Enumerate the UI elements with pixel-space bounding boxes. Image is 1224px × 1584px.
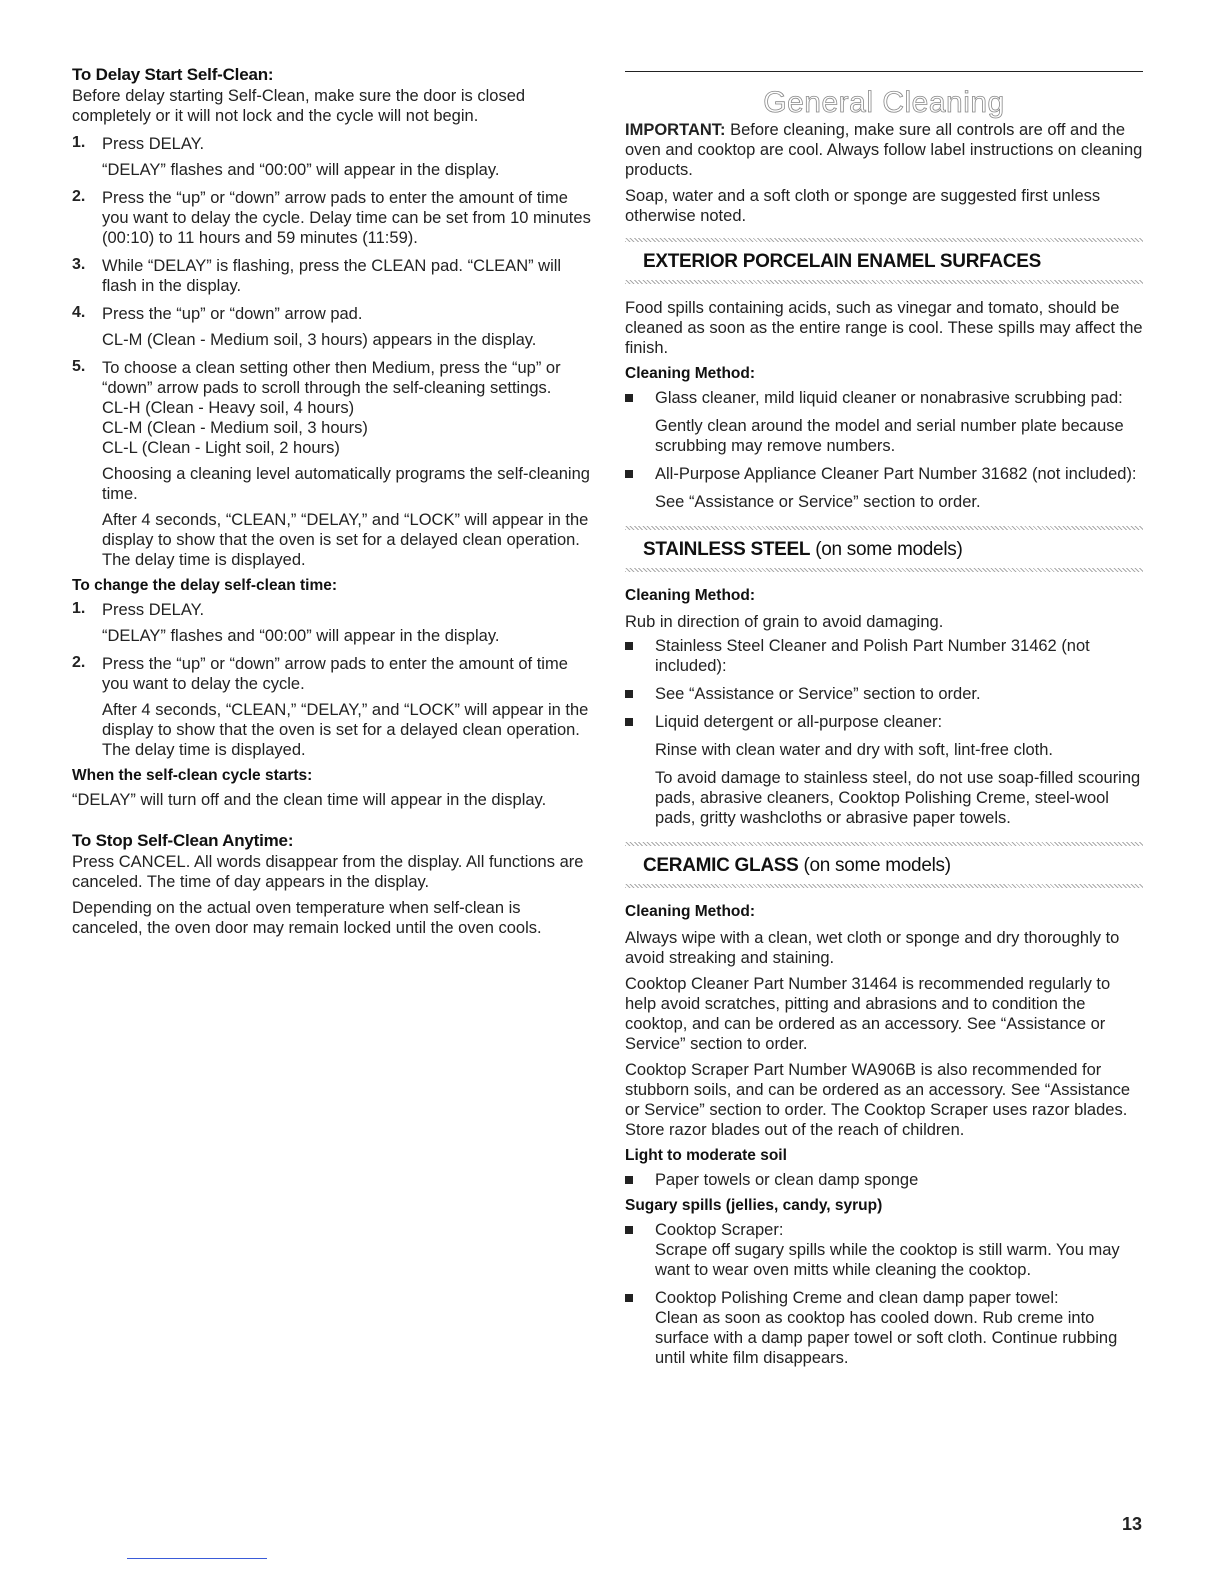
list-item: Cooktop Polishing Creme and clean damp paper towel: Clean as soon as cooktop has cooled down. Rub creme into surface with a damp paper towel or soft cloth. Continue rubbing until white film disappears. <box>625 1288 1143 1368</box>
right-column <box>625 71 1143 1368</box>
stop-heading: To Stop Self-Clean Anytime: <box>72 831 294 850</box>
bullet-square-icon <box>625 470 633 478</box>
page-title: General Cleaning <box>763 86 1005 119</box>
change-delay-heading: To change the delay self-clean time: <box>72 577 338 594</box>
list-item: 2. Press the “up” or “down” arrow pads to enter the amount of time you want to delay the cycle. Delay time can be set from 10 minutes (00:10) to 11 hours and 59 minutes (11:59). <box>72 188 591 247</box>
section-heading-stainless: STAINLESS STEEL (on some models) <box>643 539 963 560</box>
sugary-spills-label: Sugary spills (jellies, candy, syrup) <box>625 1197 883 1214</box>
ceramic-method-label: Cleaning Method: <box>625 903 756 920</box>
light-soil-bullets <box>625 1170 1143 1190</box>
exterior-method-label: Cleaning Method: <box>625 365 756 382</box>
divider <box>625 568 1143 572</box>
ceramic-p3: Cooktop Scraper Part Number WA906B is also recommended for stubborn soils, and can be ordered as an accessory. See “Assistance or Service” section to order. The Cooktop Scraper uses razor blades. Store razor blades out of the reach of children. <box>625 1061 1131 1139</box>
divider <box>625 884 1143 888</box>
list-item: 1. Press DELAY. “DELAY” flashes and “00:00” will appear in the display. <box>72 600 500 645</box>
list-item: 4. Press the “up” or “down” arrow pad. CL-M (Clean - Medium soil, 3 hours) appears in the display. <box>72 304 537 349</box>
exterior-bullets <box>625 388 1143 512</box>
stainless-intro: Rub in direction of grain to avoid damaging. <box>625 613 944 631</box>
bullet-square-icon <box>625 394 633 402</box>
change-delay-steps <box>72 600 592 760</box>
list-item: 1. Press DELAY. “DELAY” flashes and “00:00” will appear in the display. <box>72 134 500 179</box>
cycle-starts-text: “DELAY” will turn off and the clean time will appear in the display. <box>72 791 547 809</box>
light-soil-label: Light to moderate soil <box>625 1147 787 1164</box>
bullet-square-icon <box>625 642 633 650</box>
delay-start-steps <box>72 134 592 570</box>
list-item: Glass cleaner, mild liquid cleaner or nonabrasive scrubbing pad: Gently clean around the model and serial number plate because scrubbing may remove numbers. <box>625 388 1143 456</box>
top-rule <box>625 71 1143 72</box>
section-heading-exterior: EXTERIOR PORCELAIN ENAMEL SURFACES <box>643 251 1041 272</box>
bullet-square-icon <box>625 1226 633 1234</box>
soap-note: Soap, water and a soft cloth or sponge are suggested first unless otherwise noted. <box>625 187 1101 225</box>
stop-p2: Depending on the actual oven temperature when self-clean is canceled, the oven door may remain locked until the oven cools. <box>72 899 542 937</box>
stop-p1: Press CANCEL. All words disappear from the display. All functions are canceled. The time of day appears in the display. <box>72 853 584 891</box>
bullet-square-icon <box>625 690 633 698</box>
list-item: Paper towels or clean damp sponge <box>625 1170 1143 1190</box>
exterior-intro: Food spills containing acids, such as vinegar and tomato, should be cleaned as soon as the entire range is cool. These spills may affect the finish. <box>625 299 1143 357</box>
section-heading-ceramic: CERAMIC GLASS (on some models) <box>643 855 951 876</box>
delay-start-heading: To Delay Start Self-Clean: <box>72 65 274 84</box>
ceramic-p1: Always wipe with a clean, wet cloth or sponge and dry thoroughly to avoid streaking and staining. <box>625 929 1120 967</box>
list-item: 3. While “DELAY” is flashing, press the CLEAN pad. “CLEAN” will flash in the display. <box>72 256 562 295</box>
bullet-square-icon <box>625 718 633 726</box>
page-number: 13 <box>1121 1514 1142 1534</box>
bottom-rule <box>127 1558 267 1559</box>
important-note: IMPORTANT: Before cleaning, make sure all controls are off and the oven and cooktop are cool. Always follow label instructions on cleaning products. <box>625 121 1143 179</box>
ceramic-p2: Cooktop Cleaner Part Number 31464 is recommended regularly to help avoid scratches, pitting and abrasions and to condition the cooktop, and can be ordered as an accessory. See “Assistance or Service” section to order. <box>625 975 1111 1053</box>
list-item: Stainless Steel Cleaner and Polish Part Number 31462 (not included): <box>625 636 1143 676</box>
bullet-square-icon <box>625 1294 633 1302</box>
left-column <box>72 64 592 938</box>
list-item: See “Assistance or Service” section to order. <box>625 684 1143 704</box>
sugary-spills-bullets <box>625 1220 1143 1368</box>
stainless-bullets <box>625 636 1143 828</box>
cycle-starts-heading: When the self-clean cycle starts: <box>72 767 313 784</box>
stainless-method-label: Cleaning Method: <box>625 587 756 604</box>
list-item: Liquid detergent or all-purpose cleaner: Rinse with clean water and dry with soft, lint-free cloth. To avoid damage to stainless steel, do not use soap-filled scouring pads, abrasive cleaners, Cooktop Polishing Creme, steel-wool pads, gritty washcloths or abrasive paper towels. <box>625 712 1143 828</box>
list-item: 5. To choose a clean setting other then Medium, press the “up” or “down” arrow pads to scroll through the self-cleaning settings. CL-H (Clean - Heavy soil, 4 hours) CL-M (Clean - Medium soil, 3 hours) CL-L (Clean - Light soil, 2 hours) Choosing a cleaning level automatically programs the self-cleaning time. After 4 seconds, “CLEAN,” “DELAY,” and “LOCK” will appear in the display to show that the oven is set for a delayed clean operation. The delay time is displayed. <box>72 358 590 569</box>
delay-start-intro: Before delay starting Self-Clean, make sure the door is closed completely or it will not lock and the cycle will not begin. <box>72 87 526 125</box>
list-item: Cooktop Scraper: Scrape off sugary spills while the cooktop is still warm. You may want to wear oven mitts while cleaning the cooktop. <box>625 1220 1143 1280</box>
list-item: All-Purpose Appliance Cleaner Part Number 31682 (not included): See “Assistance or Service” section to order. <box>625 464 1143 512</box>
divider <box>625 280 1143 284</box>
list-item: 2. Press the “up” or “down” arrow pads to enter the amount of time you want to delay the cycle. After 4 seconds, “CLEAN,” “DELAY,” and “LOCK” will appear in the display to show that the oven is set for a delayed clean operation. The delay time is displayed. <box>72 654 589 759</box>
bullet-square-icon <box>625 1176 633 1184</box>
